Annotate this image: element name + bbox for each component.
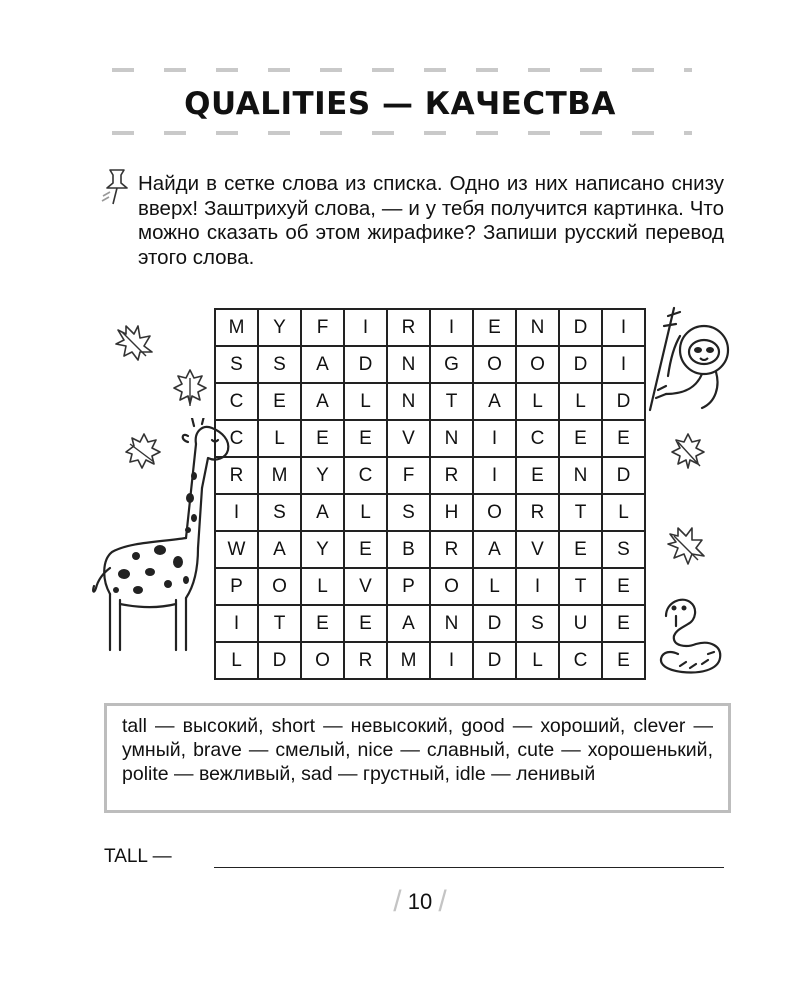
grid-cell[interactable]: O [517,347,560,384]
grid-cell[interactable]: L [345,384,388,421]
grid-cell[interactable]: D [560,310,603,347]
grid-cell[interactable]: T [259,606,302,643]
grid-cell[interactable]: I [474,421,517,458]
grid-cell[interactable]: A [302,495,345,532]
grid-cell[interactable]: E [603,643,646,680]
leaf-icon [668,432,708,472]
grid-cell[interactable]: W [216,532,259,569]
grid-cell[interactable]: E [345,421,388,458]
giraffe-illustration [90,418,236,668]
grid-cell[interactable]: B [388,532,431,569]
grid-cell[interactable]: O [474,495,517,532]
grid-cell[interactable]: I [603,347,646,384]
word-list-box: tall — высокий, short — невысокий, good — хороший, clever — умный, brave — смелый, nice — славный, cute — хорошенький, polite — вежливый, sad — грустный, idle — ленивый [104,703,731,813]
grid-cell[interactable]: E [302,606,345,643]
grid-cell[interactable]: E [603,606,646,643]
grid-cell[interactable]: I [474,458,517,495]
grid-cell[interactable]: L [302,569,345,606]
grid-cell[interactable]: N [388,384,431,421]
grid-cell[interactable]: L [560,384,603,421]
grid-cell[interactable]: Y [259,310,302,347]
grid-cell[interactable]: C [560,643,603,680]
grid-cell[interactable]: A [474,532,517,569]
grid-cell[interactable]: D [560,347,603,384]
grid-cell[interactable]: N [388,347,431,384]
grid-cell[interactable]: M [388,643,431,680]
grid-cell[interactable]: Y [302,532,345,569]
grid-cell[interactable]: M [259,458,302,495]
grid-cell[interactable]: L [259,421,302,458]
grid-cell[interactable]: R [345,643,388,680]
grid-cell[interactable]: S [259,347,302,384]
grid-cell[interactable]: D [603,458,646,495]
grid-cell[interactable]: D [603,384,646,421]
leaf-icon [112,322,156,362]
grid-cell[interactable]: F [388,458,431,495]
grid-cell[interactable]: L [517,384,560,421]
grid-cell[interactable]: N [517,310,560,347]
grid-cell[interactable]: R [431,458,474,495]
grid-cell[interactable]: E [302,421,345,458]
grid-cell[interactable]: M [216,310,259,347]
grid-cell[interactable]: P [216,569,259,606]
grid-cell[interactable]: O [431,569,474,606]
grid-cell[interactable]: P [388,569,431,606]
grid-cell[interactable]: I [345,310,388,347]
grid-cell[interactable]: I [517,569,560,606]
grid-cell[interactable]: S [216,347,259,384]
grid-cell[interactable]: I [603,310,646,347]
grid-cell[interactable]: R [216,458,259,495]
grid-cell[interactable]: E [603,421,646,458]
grid-cell[interactable]: E [345,606,388,643]
page-number [370,885,470,919]
grid-cell[interactable]: R [431,532,474,569]
page-number-value: 10 [407,889,433,914]
grid-cell[interactable]: E [259,384,302,421]
grid-cell[interactable]: L [603,495,646,532]
grid-cell[interactable]: Y [302,458,345,495]
grid-cell[interactable]: O [302,643,345,680]
grid-cell[interactable]: E [474,310,517,347]
grid-cell[interactable]: L [345,495,388,532]
grid-cell[interactable]: S [517,606,560,643]
grid-cell[interactable]: T [560,569,603,606]
grid-cell[interactable]: D [345,347,388,384]
grid-cell[interactable]: D [259,643,302,680]
grid-cell[interactable]: O [474,347,517,384]
leaf-icon [172,368,208,408]
grid-cell[interactable]: G [431,347,474,384]
grid-cell[interactable]: I [216,495,259,532]
grid-cell[interactable]: N [431,421,474,458]
slash-decoration: / [438,885,447,918]
grid-cell[interactable]: F [302,310,345,347]
grid-cell[interactable]: H [431,495,474,532]
grid-cell[interactable]: E [560,421,603,458]
grid-cell[interactable]: S [388,495,431,532]
grid-cell[interactable]: O [259,569,302,606]
top-dashed-divider [112,68,692,72]
grid-cell[interactable]: C [345,458,388,495]
grid-cell[interactable]: T [431,384,474,421]
grid-cell[interactable]: I [216,606,259,643]
answer-label: TALL — [104,846,172,867]
slash-decoration: / [393,885,402,918]
grid-cell[interactable]: L [216,643,259,680]
grid-cell[interactable]: C [216,421,259,458]
grid-cell[interactable]: A [388,606,431,643]
grid-cell[interactable]: N [560,458,603,495]
grid-cell[interactable]: R [388,310,431,347]
grid-cell[interactable]: A [259,532,302,569]
grid-cell[interactable]: N [431,606,474,643]
grid-cell[interactable]: A [302,384,345,421]
grid-cell[interactable]: T [560,495,603,532]
grid-cell[interactable]: I [431,643,474,680]
grid-cell[interactable]: V [388,421,431,458]
word-search-grid[interactable] [214,308,646,680]
grid-cell[interactable]: C [216,384,259,421]
answer-input-line[interactable] [214,867,724,868]
grid-cell[interactable]: A [302,347,345,384]
page-title: QUALITIES — КАЧЕСТВА [184,86,616,122]
leaf-icon [664,524,706,566]
grid-cell[interactable]: D [474,643,517,680]
grid-cell[interactable]: A [474,384,517,421]
grid-cell[interactable]: U [560,606,603,643]
grid-cell[interactable]: L [474,569,517,606]
grid-cell[interactable]: V [345,569,388,606]
grid-cell[interactable]: I [431,310,474,347]
grid-cell[interactable]: R [517,495,560,532]
sloth-illustration [644,306,734,414]
task-instructions: Найди в сетке слова из списка. Одно из них написано снизу вверх! Заштрихуй слова, — и у тебя получится картинка. Что можно сказать об этом жирафике? Запиши русский перевод этого слова. [138,172,724,269]
snake-illustration [652,592,732,682]
grid-cell[interactable]: C [517,421,560,458]
grid-cell[interactable]: V [517,532,560,569]
grid-cell[interactable]: E [517,458,560,495]
grid-cell[interactable]: D [474,606,517,643]
grid-cell[interactable]: S [259,495,302,532]
grid-cell[interactable]: E [560,532,603,569]
bottom-dashed-divider [112,131,692,135]
grid-cell[interactable]: S [603,532,646,569]
grid-cell[interactable]: E [345,532,388,569]
pushpin-icon [100,166,134,206]
grid-cell[interactable]: L [517,643,560,680]
grid-cell[interactable]: E [603,569,646,606]
